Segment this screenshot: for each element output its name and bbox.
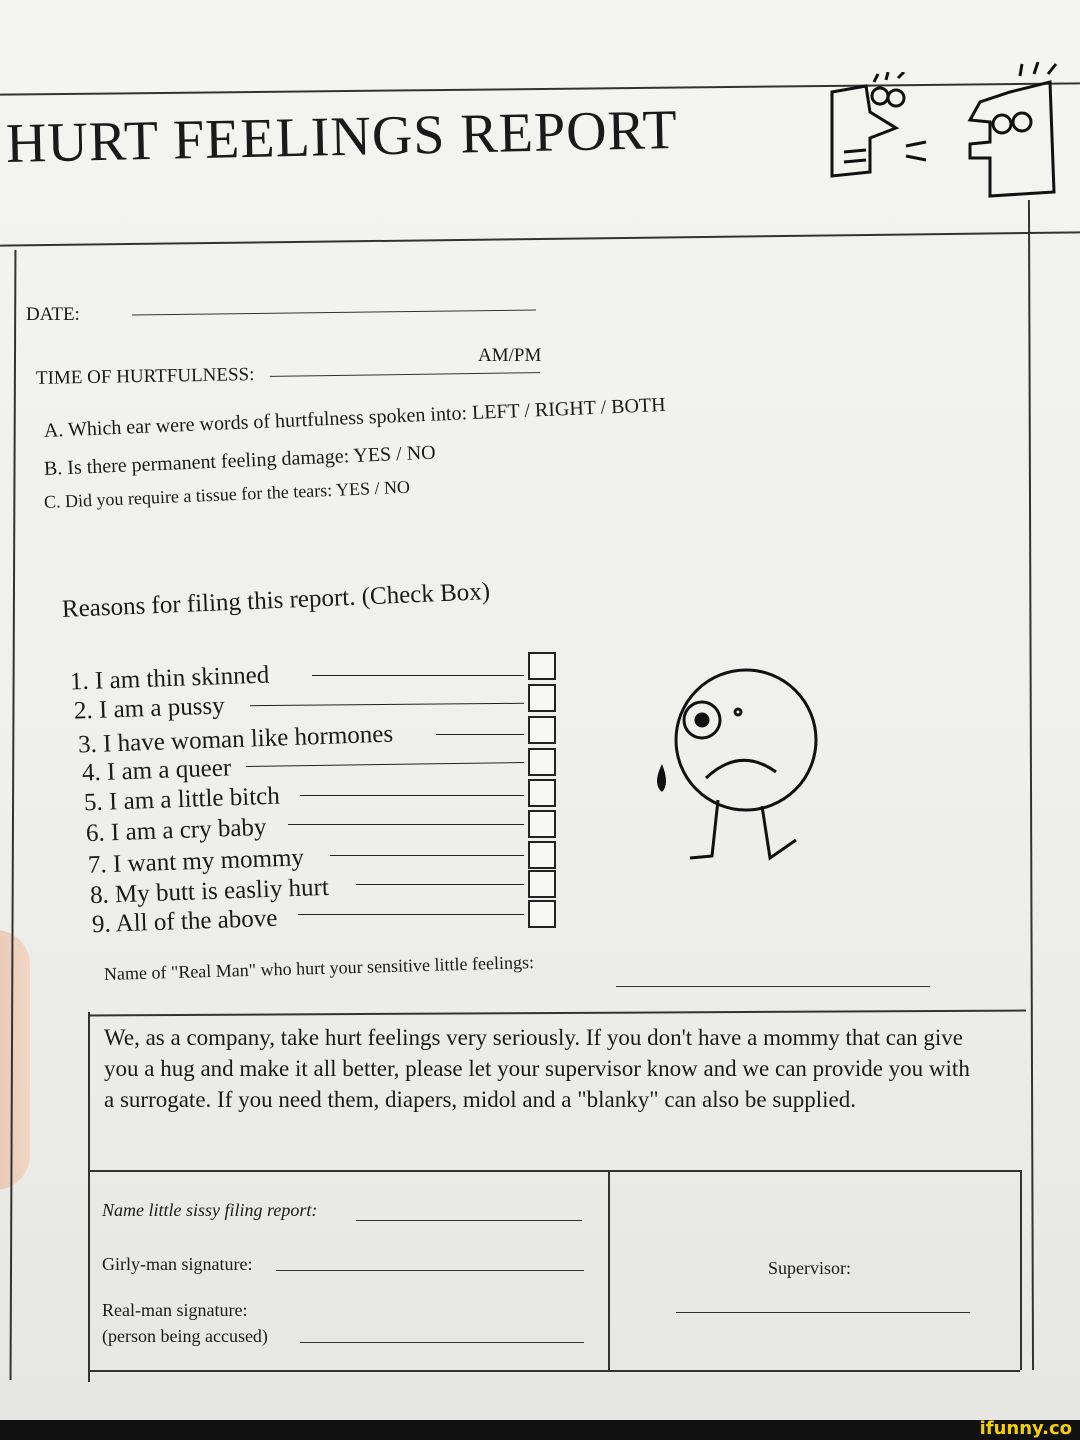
reason-checkbox-6[interactable]: [528, 810, 556, 838]
question-a: A. Which ear were words of hurtfulness spoken into: LEFT / RIGHT / BOTH: [43, 393, 667, 442]
reason-leader: [436, 734, 524, 735]
supervisor-label: Supervisor:: [768, 1258, 851, 1278]
realman-label: Real-man signature:: [102, 1300, 248, 1320]
reason-item: 2. I am a pussy: [73, 692, 226, 725]
reason-item: 3. I have woman like hormones: [77, 720, 394, 759]
accused-label: (person being accused): [102, 1326, 268, 1346]
reason-item: 7. I want my mommy: [87, 844, 305, 879]
question-c: C. Did you require a tissue for the tears: YES / NO: [43, 476, 411, 512]
reason-leader: [330, 855, 524, 856]
sissy-label: Name little sissy filing report:: [102, 1200, 318, 1220]
reason-item: 9. All of the above: [91, 904, 278, 939]
real-man-label: Name of "Real Man" who hurt your sensitive little feelings:: [103, 951, 535, 984]
date-label: DATE:: [26, 304, 80, 325]
reasons-heading: Reasons for filing this report. (Check Box): [61, 578, 491, 623]
reason-item: 6. I am a cry baby: [85, 813, 267, 848]
reason-leader: [288, 824, 524, 825]
reason-checkbox-1[interactable]: [528, 652, 556, 680]
reason-leader: [298, 914, 524, 915]
girly-label: Girly-man signature:: [102, 1254, 253, 1274]
sissy-field[interactable]: [356, 1220, 582, 1221]
reason-checkbox-2[interactable]: [528, 684, 556, 712]
thumb: [0, 930, 30, 1190]
reason-checkbox-3[interactable]: [528, 716, 556, 744]
ampm-label: AM/PM: [478, 345, 542, 366]
reason-leader: [356, 884, 524, 885]
signature-divider: [608, 1170, 610, 1370]
statement-left-border: [88, 1012, 90, 1382]
reason-checkbox-9[interactable]: [528, 900, 556, 928]
girly-field[interactable]: [276, 1270, 584, 1271]
reason-checkbox-5[interactable]: [528, 779, 556, 807]
shouting-face-icon: [826, 72, 936, 184]
scared-face-icon: [950, 62, 1068, 202]
footer-bar: [0, 1420, 1080, 1440]
reason-item: 1. I am thin skinned: [69, 661, 270, 696]
realman-field[interactable]: [300, 1342, 584, 1343]
reason-item: 8. My butt is easliy hurt: [89, 873, 330, 910]
reason-checkbox-4[interactable]: [528, 748, 556, 776]
reason-leader: [300, 795, 524, 796]
reason-leader: [312, 675, 524, 676]
signature-right-border: [1020, 1170, 1022, 1370]
page-title: HURT FEELINGS REPORT: [5, 98, 679, 175]
reason-item: 4. I am a queer: [81, 754, 232, 787]
reason-checkbox-7[interactable]: [528, 841, 556, 869]
supervisor-field[interactable]: [676, 1312, 970, 1313]
signature-bottom-rule: [88, 1370, 1020, 1372]
question-b: B. Is there permanent feeling damage: YES / NO: [43, 441, 437, 480]
crying-face-icon: [640, 660, 820, 870]
time-label: TIME OF HURTFULNESS:: [35, 364, 255, 389]
real-man-field[interactable]: [616, 986, 930, 987]
company-statement: We, as a company, take hurt feelings very seriously. If you don't have a mommy that can give you a hug and make it all better, please let your supervisor know and we can provide you with a surrogate. If you need them, diapers, midol and a "blanky" can also be supplied.: [104, 1025, 970, 1112]
reason-checkbox-8[interactable]: [528, 870, 556, 898]
signature-top-rule: [88, 1170, 1022, 1172]
reason-item: 5. I am a little bitch: [83, 782, 281, 817]
brand-watermark[interactable]: ifunny.co: [979, 1418, 1072, 1439]
